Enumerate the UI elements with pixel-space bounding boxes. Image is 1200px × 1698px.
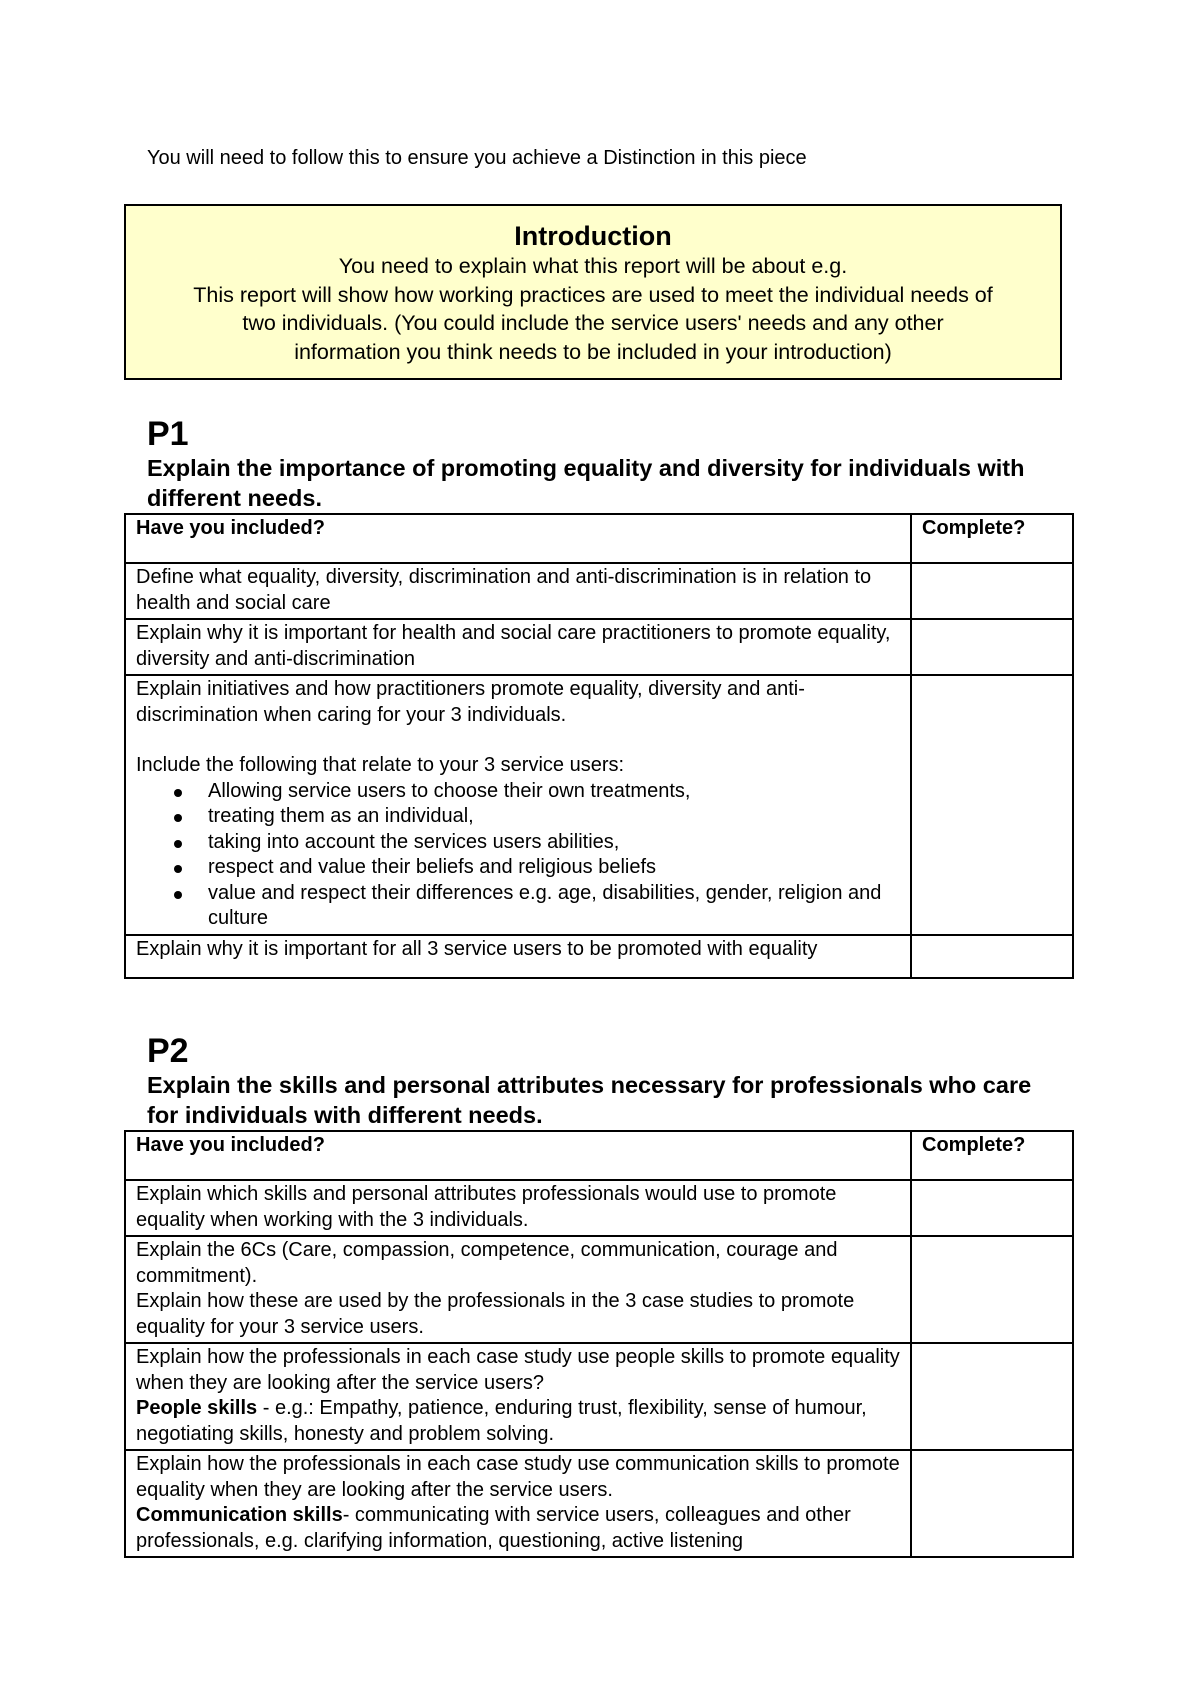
column-header-included: Have you included? [125, 1131, 911, 1180]
p2-checklist-table [124, 1130, 1074, 1558]
people-skills-text: - e.g.: Empathy, patience, enduring trust, flexibility, sense of humour, negotiating skills, honesty and problem solving. [136, 1397, 867, 1445]
table-row [125, 675, 1073, 935]
complete-cell[interactable] [911, 1236, 1073, 1343]
complete-cell[interactable] [911, 563, 1073, 619]
complete-cell[interactable] [911, 619, 1073, 675]
criteria-text [136, 1396, 902, 1447]
introduction-line: information you think needs to be included in your introduction) [294, 339, 892, 364]
table-row [125, 1343, 1073, 1450]
p1-heading: Explain the importance of promoting equality and diversity for individuals with different needs. [147, 455, 1025, 511]
criteria-cell [125, 1450, 911, 1557]
bullet-item: Allowing service users to choose their own treatments, [208, 779, 902, 805]
column-header-included: Have you included? [125, 514, 911, 563]
column-header-complete: Complete? [911, 514, 1073, 563]
p2-code: P2 [147, 1032, 189, 1070]
bullet-item: treating them as an individual, [208, 804, 902, 830]
bullet-list [136, 779, 902, 932]
bullet-item: taking into account the services users abilities, [208, 830, 902, 856]
criteria-cell: Explain why it is important for health and social care practitioners to promote equality, diversity and anti-discrimination [125, 619, 911, 675]
table-row [125, 1236, 1073, 1343]
people-skills-label: People skills [136, 1397, 258, 1419]
criteria-cell [125, 1343, 911, 1450]
p1-code: P1 [147, 415, 189, 453]
communication-skills-text: - communicating with service users, colleagues and other professionals, e.g. clarifying information, questioning, active listening [136, 1504, 851, 1552]
criteria-text: Explain the 6Cs (Care, compassion, competence, communication, courage and commitment). [136, 1239, 838, 1287]
introduction-line: This report will show how working practices are used to meet the individual needs of [193, 282, 993, 307]
table-header-row [125, 514, 1073, 563]
criteria-cell: Explain which skills and personal attributes professionals would use to promote equality when working with the 3 individuals. [125, 1180, 911, 1236]
table-row [125, 563, 1073, 619]
criteria-cell [125, 1236, 911, 1343]
p1-section [124, 414, 1072, 979]
introduction-line: two individuals. (You could include the service users' needs and any other [242, 311, 944, 335]
criteria-text: Explain how the professionals in each case study use communication skills to promote equality when they are looking after the service users. [136, 1453, 900, 1501]
table-row [125, 935, 1073, 978]
introduction-box [124, 204, 1062, 380]
instruction-line: You will need to follow this to ensure you achieve a Distinction in this piece [147, 147, 807, 169]
bullet-item: value and respect their differences e.g. age, disabilities, gender, religion and culture [208, 881, 902, 932]
complete-cell[interactable] [911, 675, 1073, 935]
introduction-line: You need to explain what this report will be about e.g. [338, 254, 848, 278]
criteria-text: Explain how these are used by the professionals in the 3 case studies to promote equality for your 3 service users. [136, 1290, 855, 1338]
bullet-item: respect and value their beliefs and religious beliefs [208, 855, 902, 881]
criteria-text: Explain how the professionals in each case study use people skills to promote equality when they are looking after the service users? [136, 1346, 900, 1394]
introduction-title: Introduction [514, 221, 672, 251]
table-row [125, 1450, 1073, 1557]
p1-checklist-table [124, 513, 1074, 979]
column-header-complete: Complete? [911, 1131, 1073, 1180]
table-header-row [125, 1131, 1073, 1180]
criteria-cell [125, 675, 911, 935]
communication-skills-label: Communication skills [136, 1504, 343, 1526]
table-row [125, 619, 1073, 675]
criteria-text [136, 1503, 902, 1554]
p2-section [124, 1031, 1072, 1558]
include-text: Include the following that relate to your 3 service users: [136, 754, 625, 776]
complete-cell[interactable] [911, 1343, 1073, 1450]
complete-cell[interactable] [911, 1180, 1073, 1236]
table-row [125, 1180, 1073, 1236]
complete-cell[interactable] [911, 1450, 1073, 1557]
criteria-cell: Define what equality, diversity, discrimination and anti-discrimination is in relation to health and social care [125, 563, 911, 619]
p2-heading: Explain the skills and personal attributes necessary for professionals who care for individuals with different needs. [147, 1072, 1032, 1128]
criteria-cell: Explain why it is important for all 3 service users to be promoted with equality [125, 935, 911, 978]
criteria-text: Explain initiatives and how practitioners promote equality, diversity and anti-discrimination when caring for your 3 individuals. [136, 678, 805, 726]
complete-cell[interactable] [911, 935, 1073, 978]
